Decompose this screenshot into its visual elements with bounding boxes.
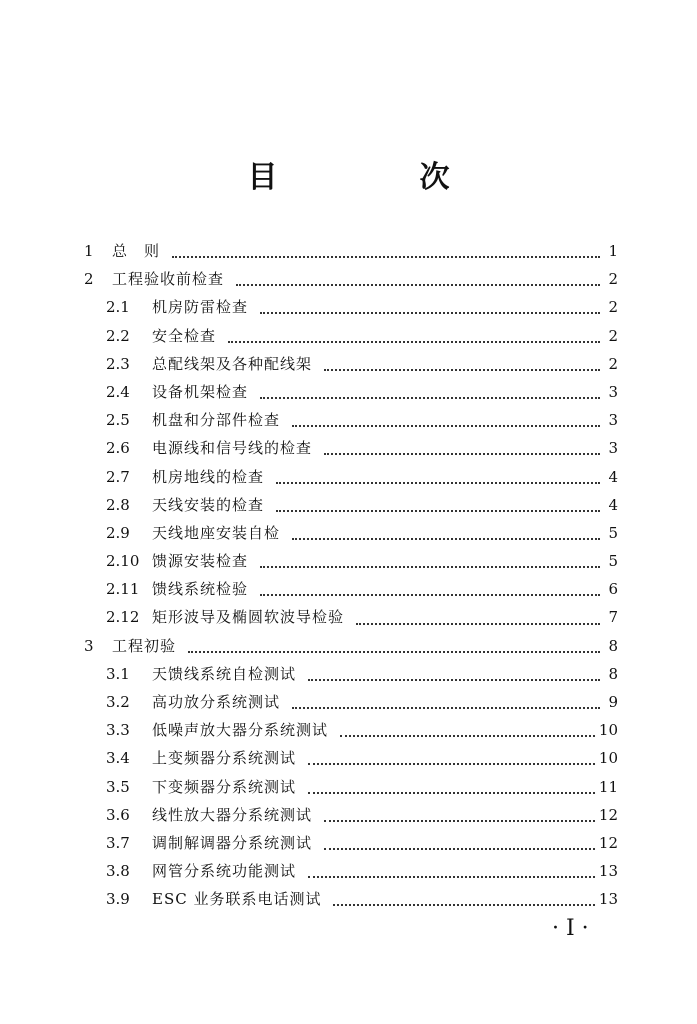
toc-entry-number: 2.7 xyxy=(106,467,130,486)
dot-leader xyxy=(324,369,600,371)
dot-leader xyxy=(236,284,600,286)
toc-entry[interactable] xyxy=(84,663,618,691)
toc-entry-page: 3 xyxy=(608,439,618,458)
dot-leader xyxy=(260,566,600,568)
toc-entry-page: 1 xyxy=(608,242,618,260)
toc-entry-number: 3.9 xyxy=(106,890,130,909)
toc-entry[interactable] xyxy=(84,353,618,381)
toc-entry-label: 机房地线的检查 xyxy=(152,467,265,486)
toc-entry-page: 6 xyxy=(608,580,618,599)
toc-entry-number: 3.4 xyxy=(106,749,130,768)
toc-entry-label: 总配线架及各种配线架 xyxy=(152,354,313,373)
toc-entry-number: 2.5 xyxy=(106,411,130,430)
toc-entry-label: 高功放分系统测试 xyxy=(152,693,281,711)
toc-entry-label: 机房防雷检查 xyxy=(152,298,249,317)
toc-entry-label: 网管分系统功能测试 xyxy=(152,862,297,881)
toc-entry-label: 天线地座安装自检 xyxy=(152,523,281,542)
toc-entry-label: 安全检查 xyxy=(152,326,217,345)
dot-leader xyxy=(260,397,600,399)
toc-entry-number: 2.6 xyxy=(106,439,130,458)
dot-leader xyxy=(324,453,600,455)
toc-entry-page: 2 xyxy=(608,270,618,289)
toc-entry-number: 3.1 xyxy=(106,664,130,683)
toc-entry-number: 3.5 xyxy=(106,777,130,796)
dot-leader xyxy=(308,763,595,765)
toc-entry[interactable] xyxy=(84,268,618,296)
dot-leader xyxy=(308,679,600,681)
toc-entry-number: 3.6 xyxy=(106,805,130,824)
toc-entry-page: 2 xyxy=(608,298,618,317)
toc-entry-number: 3.3 xyxy=(106,721,130,740)
toc-entry[interactable] xyxy=(84,381,618,409)
toc-entry[interactable] xyxy=(84,409,618,437)
toc-entry-page: 7 xyxy=(608,608,618,627)
toc-entry[interactable] xyxy=(84,719,618,747)
toc-entry-number: 3.8 xyxy=(106,862,130,881)
toc-entry-page: 2 xyxy=(608,354,618,373)
toc-entry-page: 5 xyxy=(608,552,618,571)
toc-entry-number: 2.12 xyxy=(106,608,140,627)
toc-entry-number: 2.3 xyxy=(106,354,130,373)
toc-entry-page: 5 xyxy=(608,523,618,542)
toc-entry-number: 2 xyxy=(84,270,94,289)
toc-entry-label: 上变频器分系统测试 xyxy=(152,749,297,768)
toc-entry-label: 天线安装的检查 xyxy=(152,495,265,514)
toc-entry[interactable] xyxy=(84,437,618,465)
toc-entry[interactable] xyxy=(84,888,618,916)
toc-entry-label: ESC 业务联系电话测试 xyxy=(152,890,322,909)
toc-entry-page: 8 xyxy=(608,636,618,655)
toc-entry-page: 11 xyxy=(598,777,618,796)
dot-leader xyxy=(333,904,594,906)
toc-entry-label: 工程验收前检查 xyxy=(112,270,225,289)
dot-leader xyxy=(188,651,600,653)
toc-entry-number: 2.11 xyxy=(106,580,140,599)
dot-leader xyxy=(356,623,600,625)
toc-entry[interactable] xyxy=(84,776,618,804)
toc-entry-label: 馈线系统检验 xyxy=(152,580,249,599)
toc-entry[interactable] xyxy=(84,832,618,860)
toc-entry[interactable] xyxy=(84,494,618,522)
toc-entry-page: 13 xyxy=(598,862,618,881)
toc-entry-page: 8 xyxy=(608,664,618,683)
toc-entry-label: 矩形波导及椭圆软波导检验 xyxy=(152,608,345,627)
toc-entry-number: 3 xyxy=(84,636,94,655)
toc-entry-number: 2.10 xyxy=(106,552,140,571)
dot-leader xyxy=(260,594,600,596)
toc-entry[interactable] xyxy=(84,578,618,606)
dot-leader xyxy=(228,341,600,343)
toc-entry-label: 线性放大器分系统测试 xyxy=(152,805,313,824)
toc-entry-page: 3 xyxy=(608,411,618,430)
toc-entry-label: 电源线和信号线的检查 xyxy=(152,439,313,458)
dot-leader xyxy=(260,312,600,314)
dot-leader xyxy=(276,510,600,512)
toc-entry-page: 9 xyxy=(608,693,618,711)
toc-entry-number: 2.4 xyxy=(106,382,130,401)
toc-entry-page: 10 xyxy=(598,721,618,740)
toc-entry[interactable] xyxy=(84,550,618,578)
toc-entry-number: 3.2 xyxy=(106,693,130,711)
toc-entry-page: 12 xyxy=(598,805,618,824)
toc-entry-number: 1 xyxy=(84,242,94,260)
toc-entry-page: 2 xyxy=(608,326,618,345)
page-title: 目 次 xyxy=(247,160,506,195)
dot-leader xyxy=(308,876,595,878)
toc-entry[interactable] xyxy=(84,747,618,775)
toc-entry-page: 10 xyxy=(598,749,618,768)
toc-entry-label: 设备机架检查 xyxy=(152,382,249,401)
page-number-footer: · I · xyxy=(552,916,589,941)
dot-leader xyxy=(172,256,600,258)
toc-entry-page: 12 xyxy=(598,833,618,852)
toc-entry[interactable] xyxy=(84,606,618,634)
toc-entry[interactable] xyxy=(84,860,618,888)
toc-entry[interactable] xyxy=(84,240,618,268)
toc-entry[interactable] xyxy=(84,466,618,494)
dot-leader xyxy=(308,792,595,794)
dot-leader xyxy=(292,707,600,709)
dot-leader xyxy=(292,425,600,427)
toc-entry[interactable] xyxy=(84,325,618,353)
toc-entry-label: 总 则 xyxy=(112,242,161,260)
toc-entry-page: 13 xyxy=(598,890,618,909)
toc-entry-label: 低噪声放大器分系统测试 xyxy=(152,721,329,740)
toc-entry-label: 下变频器分系统测试 xyxy=(152,777,297,796)
toc-entry-number: 2.8 xyxy=(106,495,130,514)
toc-entry[interactable] xyxy=(84,635,618,663)
dot-leader xyxy=(340,735,595,737)
toc-entry-label: 调制解调器分系统测试 xyxy=(152,833,313,852)
toc-entry[interactable] xyxy=(84,296,618,324)
toc-entry-number: 3.7 xyxy=(106,833,130,852)
table-of-contents xyxy=(84,240,618,917)
toc-entry-label: 馈源安装检查 xyxy=(152,552,249,571)
toc-entry-page: 3 xyxy=(608,382,618,401)
toc-entry[interactable] xyxy=(84,691,618,719)
toc-entry-label: 天馈线系统自检测试 xyxy=(152,664,297,683)
dot-leader xyxy=(324,848,595,850)
toc-entry-number: 2.2 xyxy=(106,326,130,345)
toc-entry-label: 工程初验 xyxy=(112,636,177,655)
toc-entry-label: 机盘和分部件检查 xyxy=(152,411,281,430)
dot-leader xyxy=(292,538,600,540)
toc-entry[interactable] xyxy=(84,804,618,832)
dot-leader xyxy=(324,820,595,822)
toc-entry-number: 2.9 xyxy=(106,523,130,542)
toc-entry-page: 4 xyxy=(608,495,618,514)
toc-entry-number: 2.1 xyxy=(106,298,130,317)
toc-entry-page: 4 xyxy=(608,467,618,486)
toc-entry[interactable] xyxy=(84,522,618,550)
dot-leader xyxy=(276,482,600,484)
